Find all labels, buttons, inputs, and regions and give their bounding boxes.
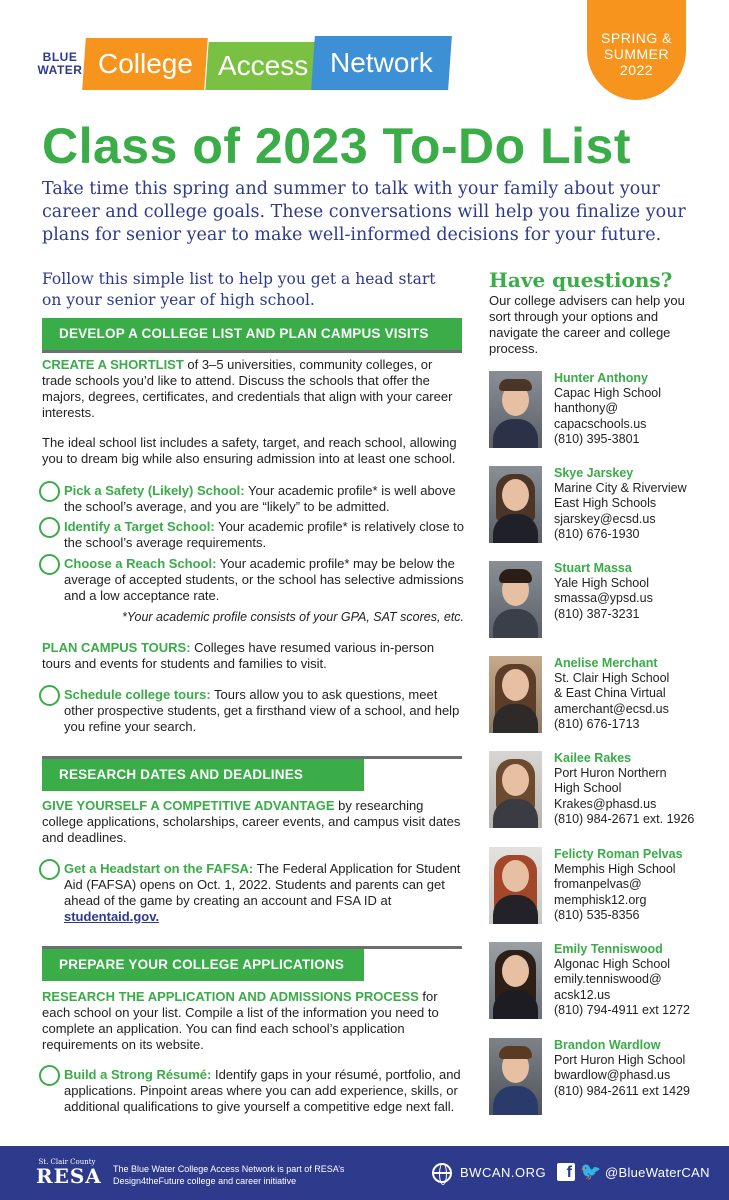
adviser-name: Emily Tenniswood xyxy=(554,942,663,956)
page-title: Class of 2023 To-Do List xyxy=(42,118,631,174)
intro-text: Take time this spring and summer to talk with your family about your career and college goals. These conversations will help you finalize your plans for senior year to make well-informed decisions for your future. xyxy=(42,179,686,245)
adviser-name: Hunter Anthony xyxy=(554,371,648,385)
logo-college: College xyxy=(82,38,208,90)
twitter-icon[interactable]: 🐦 xyxy=(580,1162,602,1181)
shortlist-paragraph: CREATE A SHORTLIST of 3–5 universities, community colleges, or trade schools you’d like to attend. Discuss the schools that offer the majors, degrees, certificates, and credentials that align with your career interests. xyxy=(42,357,453,420)
adviser-card: Kailee Rakes Port Huron Northern High School Krakes@phasd.us (810) 984-2671 ext. 1926 xyxy=(489,751,709,831)
adviser-photo xyxy=(489,466,542,543)
adviser-card: Felicty Roman Pelvas Memphis High School fromanpelvas@ memphisk12.org (810) 535-8356 xyxy=(489,847,709,927)
follow-text: Follow this simple list to help you get a head start on your senior year of high school. xyxy=(42,270,436,309)
adviser-name: Felicty Roman Pelvas xyxy=(554,847,683,861)
section-college-list xyxy=(42,318,462,353)
logo-network: Network xyxy=(311,36,452,90)
checklist-item-fafsa[interactable]: Get a Headstart on the FAFSA: The Federal Application for Student Aid (FAFSA) opens on Oct. 1, 2022. Students and parents can get ahead of the game by creating an account and FSA ID at studentaid.gov. xyxy=(39,861,464,925)
logo-blue-water: BLUE WATER xyxy=(37,50,83,77)
adviser-card: Brandon Wardlow Port Huron High School bwardlow@phasd.us (810) 984-2611 ext 1429 xyxy=(489,1038,709,1118)
adviser-card: Stuart Massa Yale High School smassa@ypsd.us (810) 387-3231 xyxy=(489,561,709,641)
checkbox-circle[interactable] xyxy=(39,859,60,880)
checkbox-circle[interactable] xyxy=(39,517,60,538)
competitive-advantage-paragraph: GIVE YOURSELF A COMPETITIVE ADVANTAGE by researching college applications, scholarships, career events, and campus visit dates and deadlines. xyxy=(42,798,461,845)
globe-icon xyxy=(432,1163,452,1183)
application-process-paragraph: RESEARCH THE APPLICATION AND ADMISSIONS PROCESS for each school on your list. Compile a list of the information you need to complete an application. You can find each school’s application requirements on its website. xyxy=(42,989,439,1052)
questions-text: Our college advisers can help you sort through your options and navigate the career and college process. xyxy=(489,293,685,356)
resa-logo: St. Clair County RESA xyxy=(36,1158,102,1188)
adviser-photo xyxy=(489,751,542,828)
adviser-card: Hunter Anthony Capac High School hanthony@ capacschools.us (810) 395-3801 xyxy=(489,371,709,451)
adviser-photo xyxy=(489,561,542,638)
ideal-list-paragraph: The ideal school list includes a safety, target, and reach school, allowing you to dream big while also ensuring admission into at least one school. xyxy=(42,435,457,466)
section-dates xyxy=(42,756,462,791)
studentaid-link[interactable]: studentaid.gov. xyxy=(64,909,160,924)
adviser-photo xyxy=(489,942,542,1019)
section-divider xyxy=(42,350,462,353)
section-heading: PREPARE YOUR COLLEGE APPLICATIONS xyxy=(42,949,364,981)
academic-profile-note: *Your academic profile consists of your GPA, SAT scores, etc. xyxy=(122,610,465,624)
website-link[interactable]: BWCAN.ORG xyxy=(460,1165,547,1180)
checklist-item-tours[interactable]: Schedule college tours: Tours allow you to ask questions, meet other prospective students, get a firsthand view of a school, and help you refine your search. xyxy=(39,687,464,735)
checklist-item-target[interactable]: Identify a Target School: Your academic profile* is relatively close to the school’s average requirements. xyxy=(39,519,464,551)
adviser-card: Emily Tenniswood Algonac High School emily.tenniswood@ acsk12.us (810) 794-4911 ext 1272 xyxy=(489,942,709,1022)
adviser-name: Kailee Rakes xyxy=(554,751,632,765)
campus-tours-paragraph: PLAN CAMPUS TOURS: Colleges have resumed various in-person tours and events for students and families to visit. xyxy=(42,640,435,671)
adviser-photo xyxy=(489,656,542,733)
adviser-photo xyxy=(489,371,542,448)
checklist-item-safety[interactable]: Pick a Safety (Likely) School: Your academic profile* is well above the school’s average, and you are “likely” to be admitted. xyxy=(39,483,464,515)
season-badge: SPRING & SUMMER 2022 xyxy=(587,0,686,100)
footer-text: The Blue Water College Access Network is part of RESA’s Design4theFuture college and career initiative xyxy=(113,1164,345,1186)
adviser-card: Skye Jarskey Marine City & Riverview East High Schools sjarskey@ecsd.us (810) 676-1930 xyxy=(489,466,709,546)
checkbox-circle[interactable] xyxy=(39,685,60,706)
section-heading: RESEARCH DATES AND DEADLINES xyxy=(42,759,364,791)
social-handle[interactable]: @BlueWaterCAN xyxy=(605,1165,710,1180)
adviser-name: Skye Jarskey xyxy=(554,466,634,480)
adviser-name: Brandon Wardlow xyxy=(554,1038,661,1052)
adviser-name: Anelise Merchant xyxy=(554,656,658,670)
facebook-icon[interactable]: f xyxy=(557,1163,575,1181)
questions-title: Have questions? xyxy=(489,268,673,292)
logo-access: Access xyxy=(205,42,320,90)
adviser-name: Stuart Massa xyxy=(554,561,632,575)
adviser-card: Anelise Merchant St. Clair High School & East China Virtual amerchant@ecsd.us (810) 676-1713 xyxy=(489,656,709,736)
checkbox-circle[interactable] xyxy=(39,481,60,502)
section-applications xyxy=(42,946,462,981)
section-heading: DEVELOP A COLLEGE LIST AND PLAN CAMPUS VISITS xyxy=(42,318,462,350)
checklist-item-reach[interactable]: Choose a Reach School: Your academic profile* may be below the average of accepted students, or the school has selective admissions and a low acceptance rate. xyxy=(39,556,464,604)
checkbox-circle[interactable] xyxy=(39,1065,60,1086)
footer xyxy=(0,1146,729,1200)
checklist-item-resume[interactable]: Build a Strong Résumé: Identify gaps in your résumé, portfolio, and applications. Pinpoint areas where you can add experience, skills, or additional qualifications to give yourself a competitive edge next fall. xyxy=(39,1067,464,1115)
checkbox-circle[interactable] xyxy=(39,554,60,575)
adviser-photo xyxy=(489,1038,542,1115)
adviser-photo xyxy=(489,847,542,924)
